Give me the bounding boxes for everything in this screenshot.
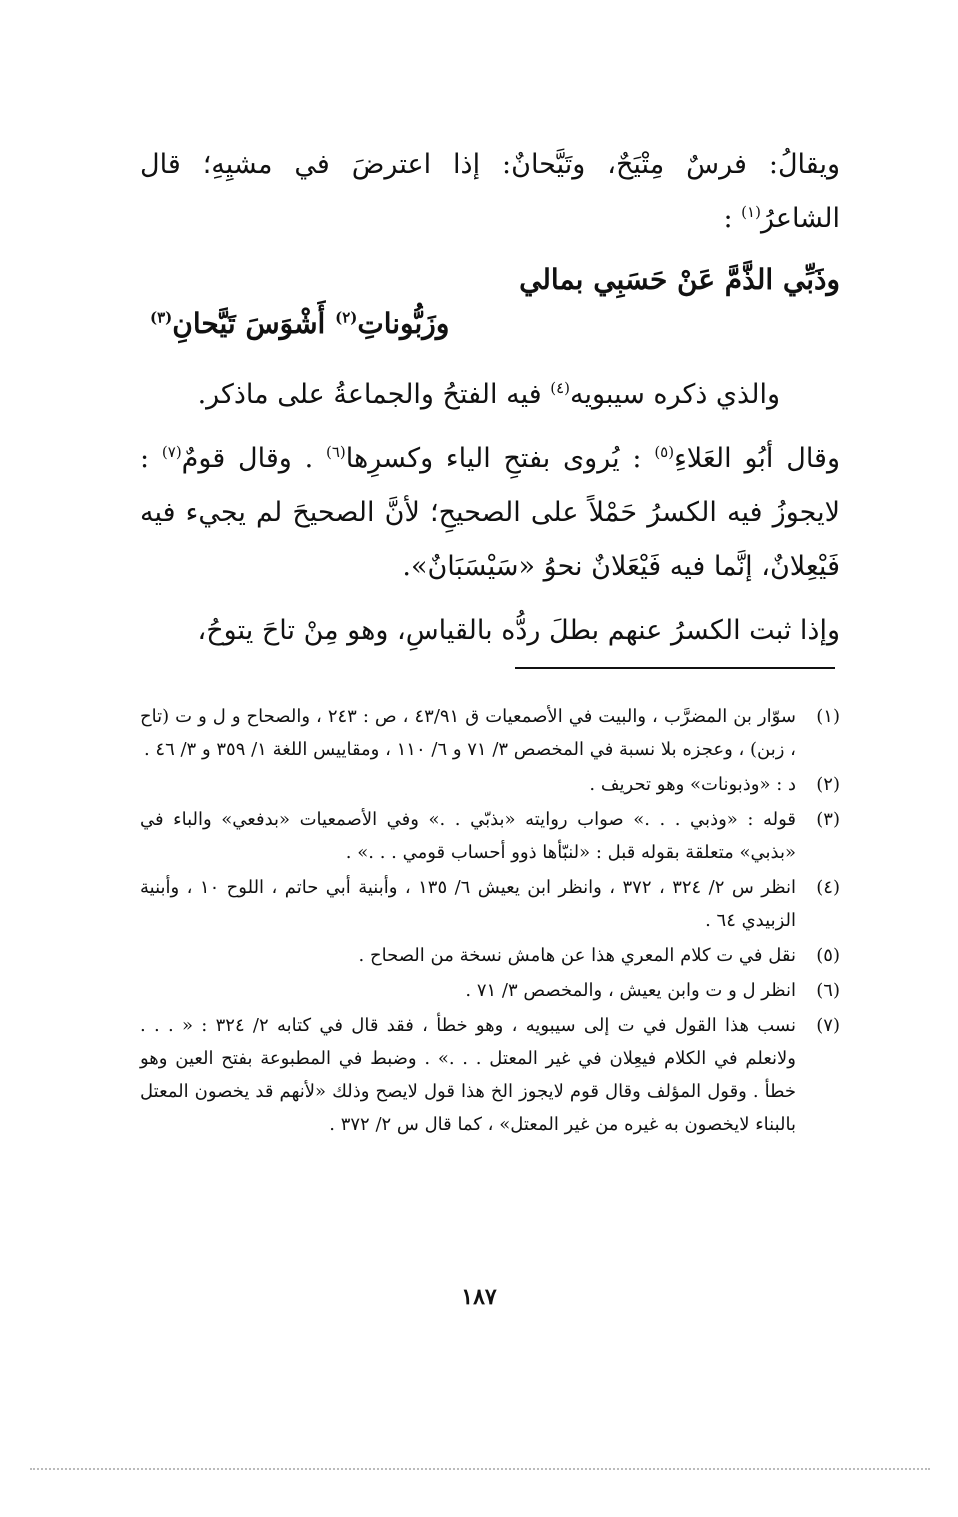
footnote-text: انظر ل و ت وابن يعيش ، والمخصص ٣/ ٧١ . (465, 980, 796, 1001)
paragraph-1-text: ويقالُ: فرسٌ مِتْيَحٌ، وتَيَّحانٌ: إذا اعترضَ في مشيِهِ؛ قال الشاعرُ (140, 149, 840, 234)
paragraph-4-text: وإذا ثبت الكسرُ عنهم بطلَ ردُّه بالقياسِ، وهو مِنْ تاحَ يتوحُ، (197, 615, 840, 646)
footnote-text: نسب هذا القول في ت إلى سيبويه ، وهو خطأ ، فقد قال في كتابه ٢/ ٣٢٤ : « . . . ولانعلم في الكلام فيعِلان في غير المعتل . . .» . وضبط في المطبوعة بفتح العين وهو خطأ . وقول المؤلف وقال قوم لايجوز الخ هذا قول لايصح وذلك «لأنهم قد يخصون المعتل بالبناء لايخصون به غيره من غير المعتل» ، كما قال س ٢/ ٣٧٢ . (140, 1015, 796, 1135)
footnote-item (140, 871, 840, 937)
footnote-ref-1: (١) (741, 203, 761, 221)
footnote-number: (٧) (816, 1015, 840, 1036)
footnote-ref-5: (٥) (654, 443, 675, 461)
footnote-item (140, 939, 840, 972)
footnote-item (140, 700, 840, 766)
main-paragraph-3 (140, 432, 840, 598)
poem-second-hemistich (140, 302, 840, 346)
paragraph-3-b: : يُروى بفتحِ الياء وكسرِها (345, 443, 655, 474)
footnote-ref-4: (٤) (550, 379, 570, 397)
footnote-text: قوله : «وذبي . . .» صواب روايته «بذبّي . .» وفي الأصمعيات «بدفعي» والباء في «بذبي» متعلقة بقوله قبل : «لنبّأها ذوو أحساب قومي . . .» . (140, 809, 796, 863)
poem-word-zabbunat: وزَبُّوناتِ (357, 307, 450, 340)
footnote-item (140, 803, 840, 869)
footnote-item (140, 974, 840, 1007)
footnote-number: (٢) (816, 774, 840, 795)
main-paragraph-4 (140, 604, 840, 662)
footnote-number: (٥) (816, 945, 840, 966)
footnote-ref-2: (٢) (335, 308, 358, 327)
footnote-number: (٣) (816, 809, 840, 830)
footnote-ref-7: (٧) (161, 443, 182, 461)
footnote-item (140, 768, 840, 801)
footnote-number: (١) (816, 706, 840, 727)
footnote-number: (٤) (816, 877, 840, 898)
scan-speckle-line (30, 1468, 930, 1474)
paragraph-3-d: : لايجوزُ فيه الكسرُ حَمْلاً على الصحيحِ؛ لأنَّ الصحيحَ لم يجيء فيه فَيْعِلانٌ، إنَّما فيه فَيْعَلانٌ نحوُ «سَيْسَبَانٌ». (140, 443, 840, 582)
footnote-text: سوّار بن المضرَّب ، والبيت في الأصمعيات ق ٤٣/٩١ ، ص : ٢٤٣ ، والصحاح و ل و ت (تاح ، زبن) ، وعجزه بلا نسبة في المخصص ٣/ ٧١ و ٦/ ١١٠ ، ومقاييس اللغة ١/ ٣٥٩ و ٣/ ٤٦ . (140, 706, 796, 760)
poem-verse (140, 258, 840, 346)
footnote-ref-3: (٣) (150, 308, 173, 327)
paragraph-3-c: . وقال قومٌ (181, 443, 326, 474)
poem-word-ashwas: أَشْوَسَ تَيَّحانِ (172, 307, 336, 340)
footnote-item (140, 1009, 840, 1141)
page-number: ١٨٧ (461, 1284, 497, 1310)
main-paragraph-1 (140, 138, 840, 250)
footnote-number: (٦) (816, 980, 840, 1001)
paragraph-2-end: فيه الفتحُ والجماعةُ على ماذكر. (197, 379, 551, 410)
footnote-ref-6: (٦) (326, 443, 346, 461)
main-paragraph-2 (140, 368, 840, 426)
footnote-text: انظر س ٢/ ٣٢٤ ، ٣٧٢ ، وانظر ابن يعيش ٦/ ١٣٥ ، وأبنية أبي حاتم ، اللوح ١٠ ، وأبنية الزبيدي ٦٤ . (140, 877, 796, 931)
paragraph-3-a: وقال أبُو العَلاءِ (674, 443, 840, 474)
footnote-text: د : «وذبونات» وهو تحريف . (589, 774, 796, 795)
footnote-text: نقل في ت كلام المعري هذا عن هامش نسخة من الصحاح . (358, 945, 796, 966)
poem-first-hemistich: وذَبِّي الذَّمَّ عَنْ حَسَبِي بمالي (519, 263, 840, 296)
footnotes-list (140, 700, 840, 1143)
paragraph-2-start: والذي ذكره سيبويه (569, 379, 780, 410)
paragraph-1-end: : (723, 203, 742, 234)
footnote-separator (515, 667, 835, 669)
